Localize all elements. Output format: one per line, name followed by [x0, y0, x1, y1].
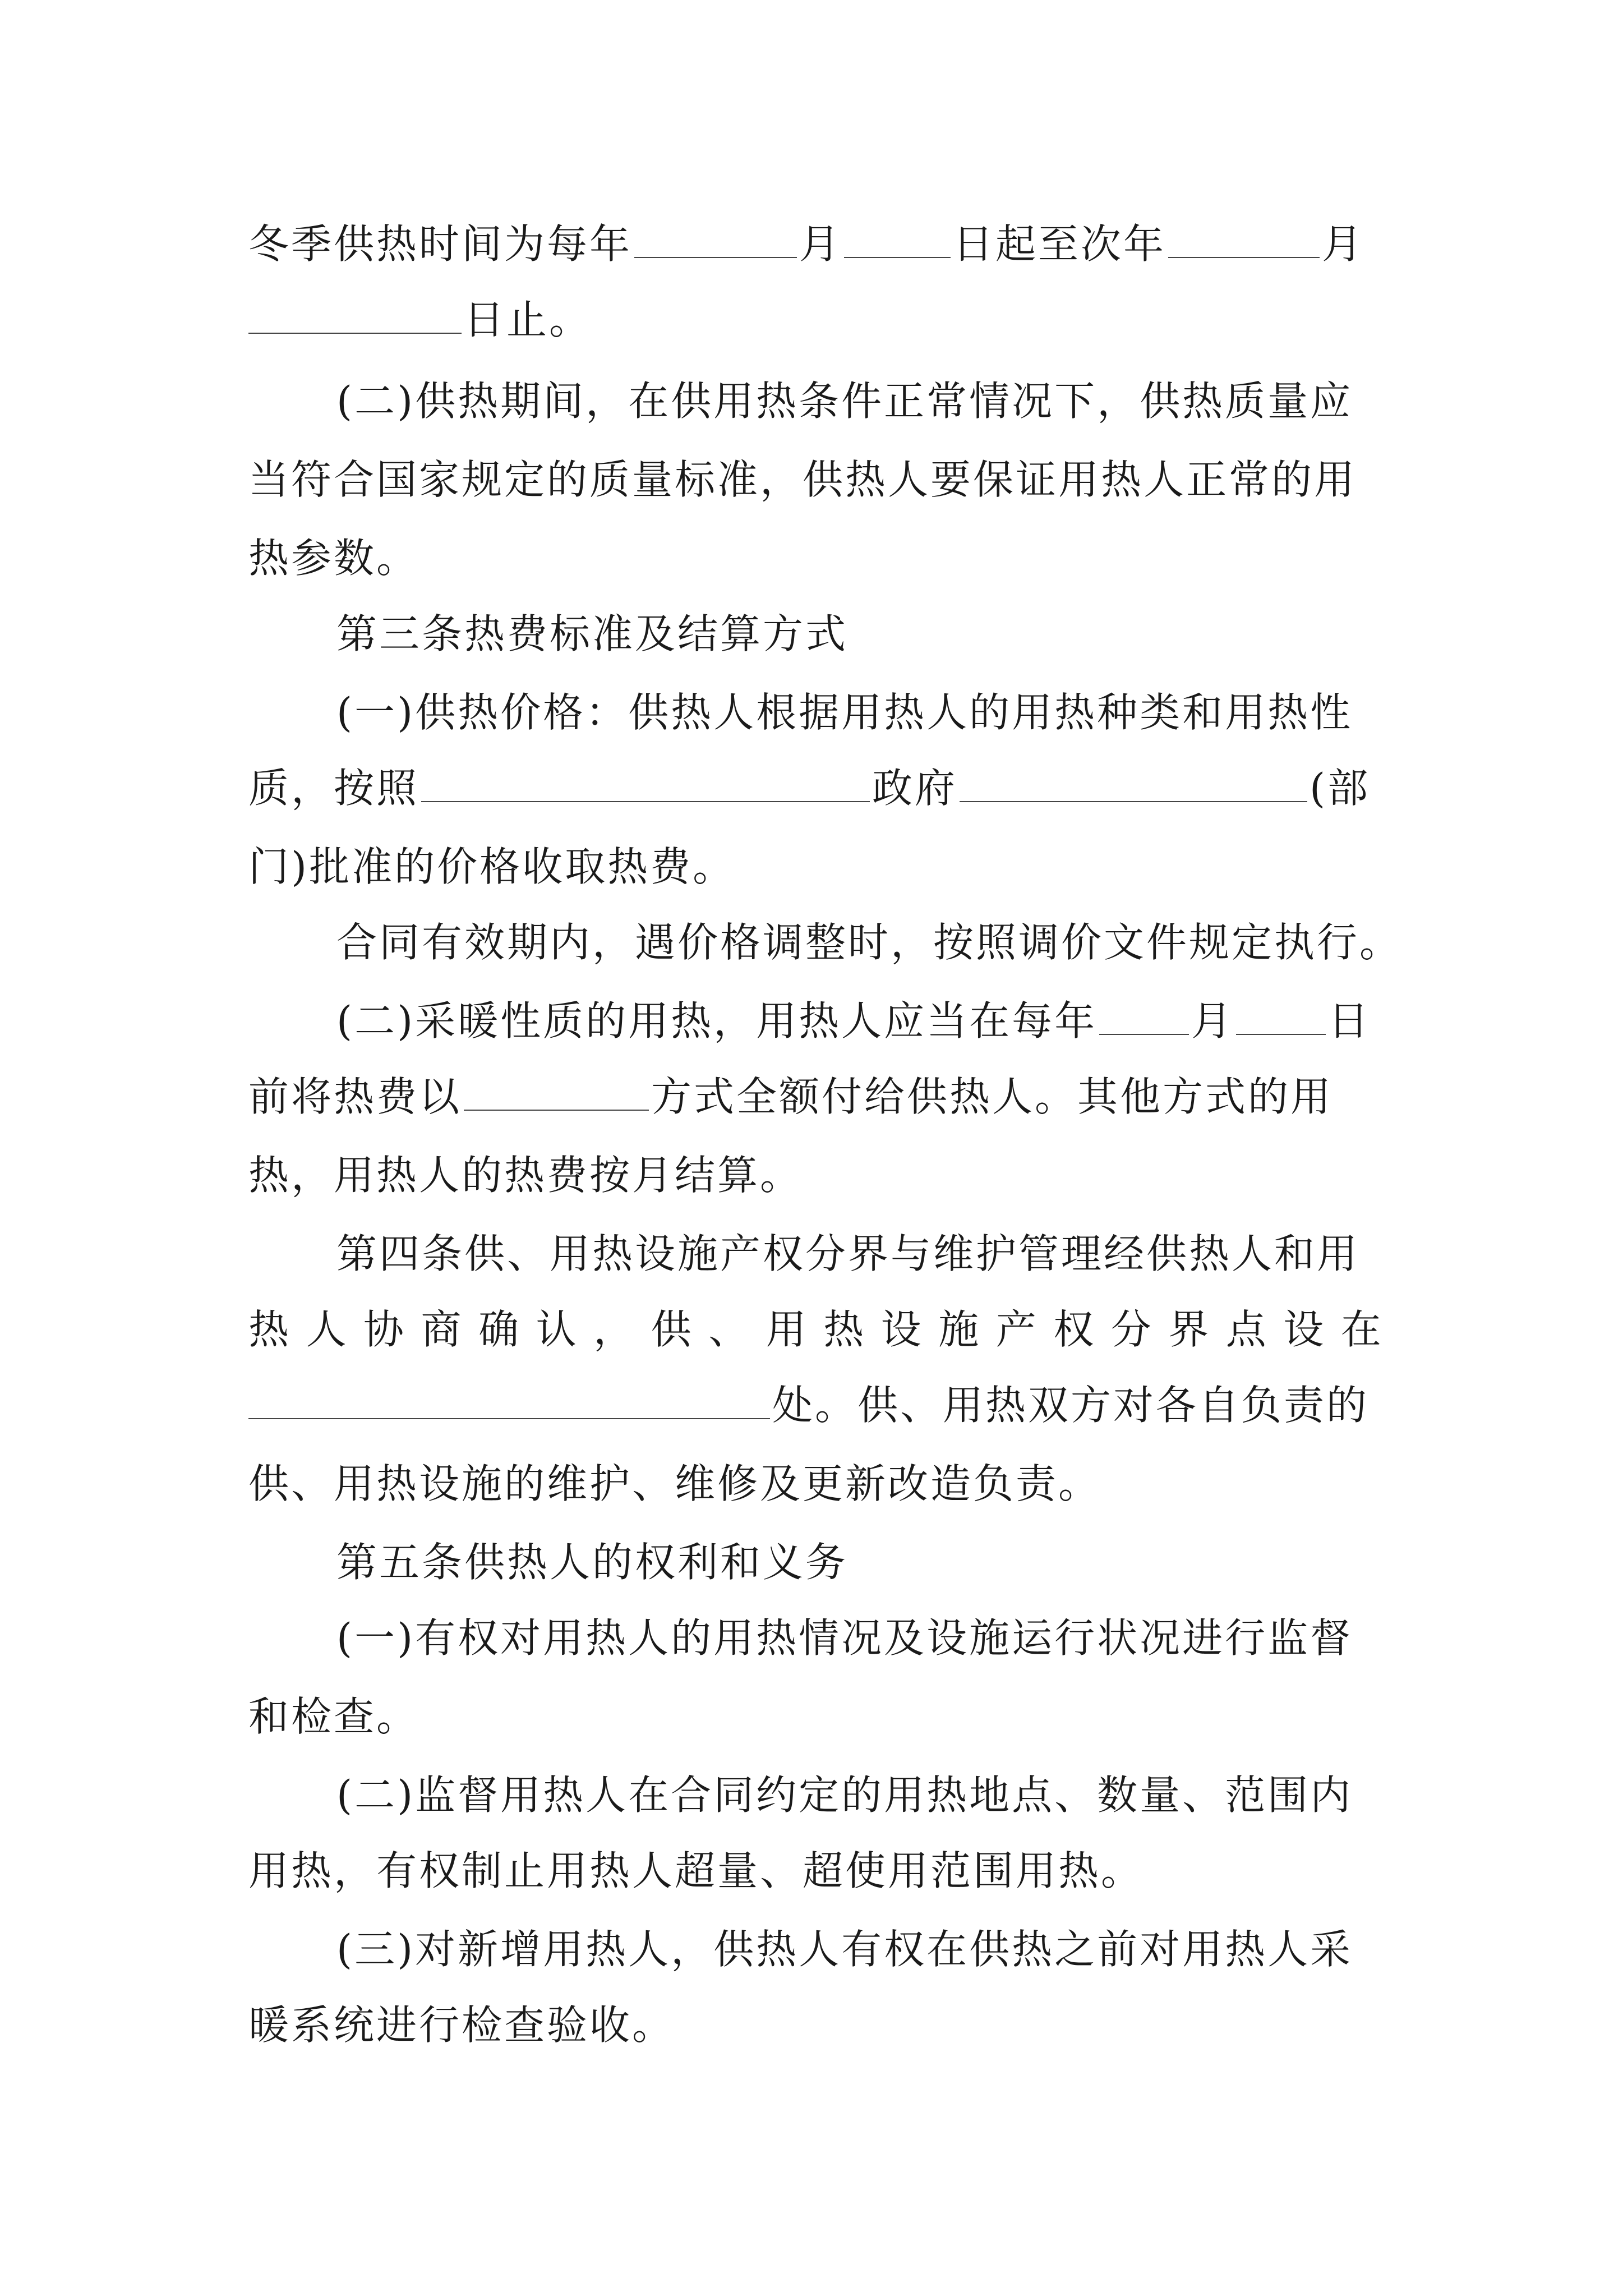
paragraph-line: (三)对新增用热人，供热人有权在供热之前对用热人采 [336, 1926, 1353, 1973]
text-line [248, 292, 1381, 348]
text-segment: (二)采暖性质的用热，用热人应当在每年 [336, 997, 1098, 1045]
fill-blank [248, 332, 462, 334]
text-segment: (部 [1310, 765, 1371, 812]
text-segment: 处。供、用热双方对各自负责的 [772, 1382, 1370, 1429]
char: 热 [823, 1306, 864, 1353]
fill-blank [1168, 256, 1320, 258]
paragraph-line: 供、用热设施的维护、维修及更新改造负责。 [248, 1460, 1101, 1507]
fill-blank [634, 256, 797, 258]
article-heading: 第五条供热人的权利和义务 [336, 1539, 849, 1586]
char: 认 [536, 1306, 577, 1353]
fill-blank [464, 1109, 649, 1111]
text-segment: 月 [799, 220, 842, 268]
text-line [248, 1069, 1381, 1125]
paragraph-line: (二)监督用热人在合同约定的用热地点、数量、范围内 [336, 1772, 1353, 1819]
article-heading: 第四条供、用热设施产权分界与维护管理经供热人和用 [336, 1230, 1360, 1277]
paragraph-line: 热，用热人的热费按月结算。 [248, 1152, 803, 1199]
text-segment: 日起至次年 [953, 220, 1166, 268]
char: 、 [708, 1306, 749, 1353]
char: 确 [478, 1306, 519, 1353]
fill-blank [1099, 1033, 1189, 1035]
fill-blank [421, 800, 870, 802]
fill-blank [960, 800, 1307, 802]
text-segment: 日止。 [464, 296, 592, 343]
char: 施 [938, 1306, 979, 1353]
text-segment: 冬季供热时间为每年 [248, 220, 633, 268]
justified-line [248, 1301, 1381, 1358]
char: 商 [421, 1306, 462, 1353]
text-segment: 方式全额付给供热人。其他方式的用 [651, 1073, 1334, 1120]
char: 设 [880, 1306, 921, 1353]
text-segment: 质，按照 [248, 765, 419, 812]
text-segment: 前将热费以 [248, 1073, 462, 1120]
char: 人 [306, 1306, 347, 1353]
fill-blank [1236, 1033, 1326, 1035]
char: ， [593, 1306, 634, 1353]
char: 产 [995, 1306, 1036, 1353]
char: 供 [651, 1306, 691, 1353]
paragraph-line: 用热，有权制止用热人超量、超使用范围用热。 [248, 1847, 1144, 1894]
text-segment: 日 [1328, 997, 1371, 1045]
char: 在 [1340, 1306, 1381, 1353]
paragraph-line: 当符合国家规定的质量标准，供热人要保证用热人正常的用 [248, 456, 1357, 503]
paragraph-line: (一)供热价格：供热人根据用热人的用热种类和用热性 [336, 689, 1353, 736]
paragraph-line: 暖系统进行检查验收。 [248, 2001, 675, 2049]
text-line [248, 760, 1381, 816]
char: 设 [1283, 1306, 1324, 1353]
paragraph-line: 热参数。 [248, 535, 419, 582]
text-segment: 月 [1322, 220, 1365, 268]
fill-blank [844, 256, 951, 258]
char: 用 [766, 1306, 806, 1353]
text-segment: 政府 [872, 765, 958, 812]
paragraph-line: (一)有权对用热人的用热情况及设施运行状况进行监督 [336, 1614, 1353, 1662]
char: 界 [1168, 1306, 1209, 1353]
text-line [336, 993, 1381, 1049]
char: 分 [1110, 1306, 1151, 1353]
paragraph-line: 和检查。 [248, 1693, 419, 1740]
text-line [248, 1377, 1381, 1433]
char: 热 [248, 1306, 289, 1353]
text-line [248, 216, 1381, 272]
paragraph-line: (二)供热期间，在供用热条件正常情况下，供热质量应 [336, 378, 1353, 425]
article-heading: 第三条热费标准及结算方式 [336, 610, 849, 657]
paragraph-line: 合同有效期内，遇价格调整时，按照调价文件规定执行。 [336, 919, 1403, 966]
char: 点 [1225, 1306, 1266, 1353]
char: 协 [363, 1306, 404, 1353]
paragraph-line: 门)批准的价格收取热费。 [248, 843, 736, 890]
text-segment: 月 [1191, 997, 1234, 1045]
char: 权 [1053, 1306, 1094, 1353]
fill-blank [248, 1418, 770, 1419]
